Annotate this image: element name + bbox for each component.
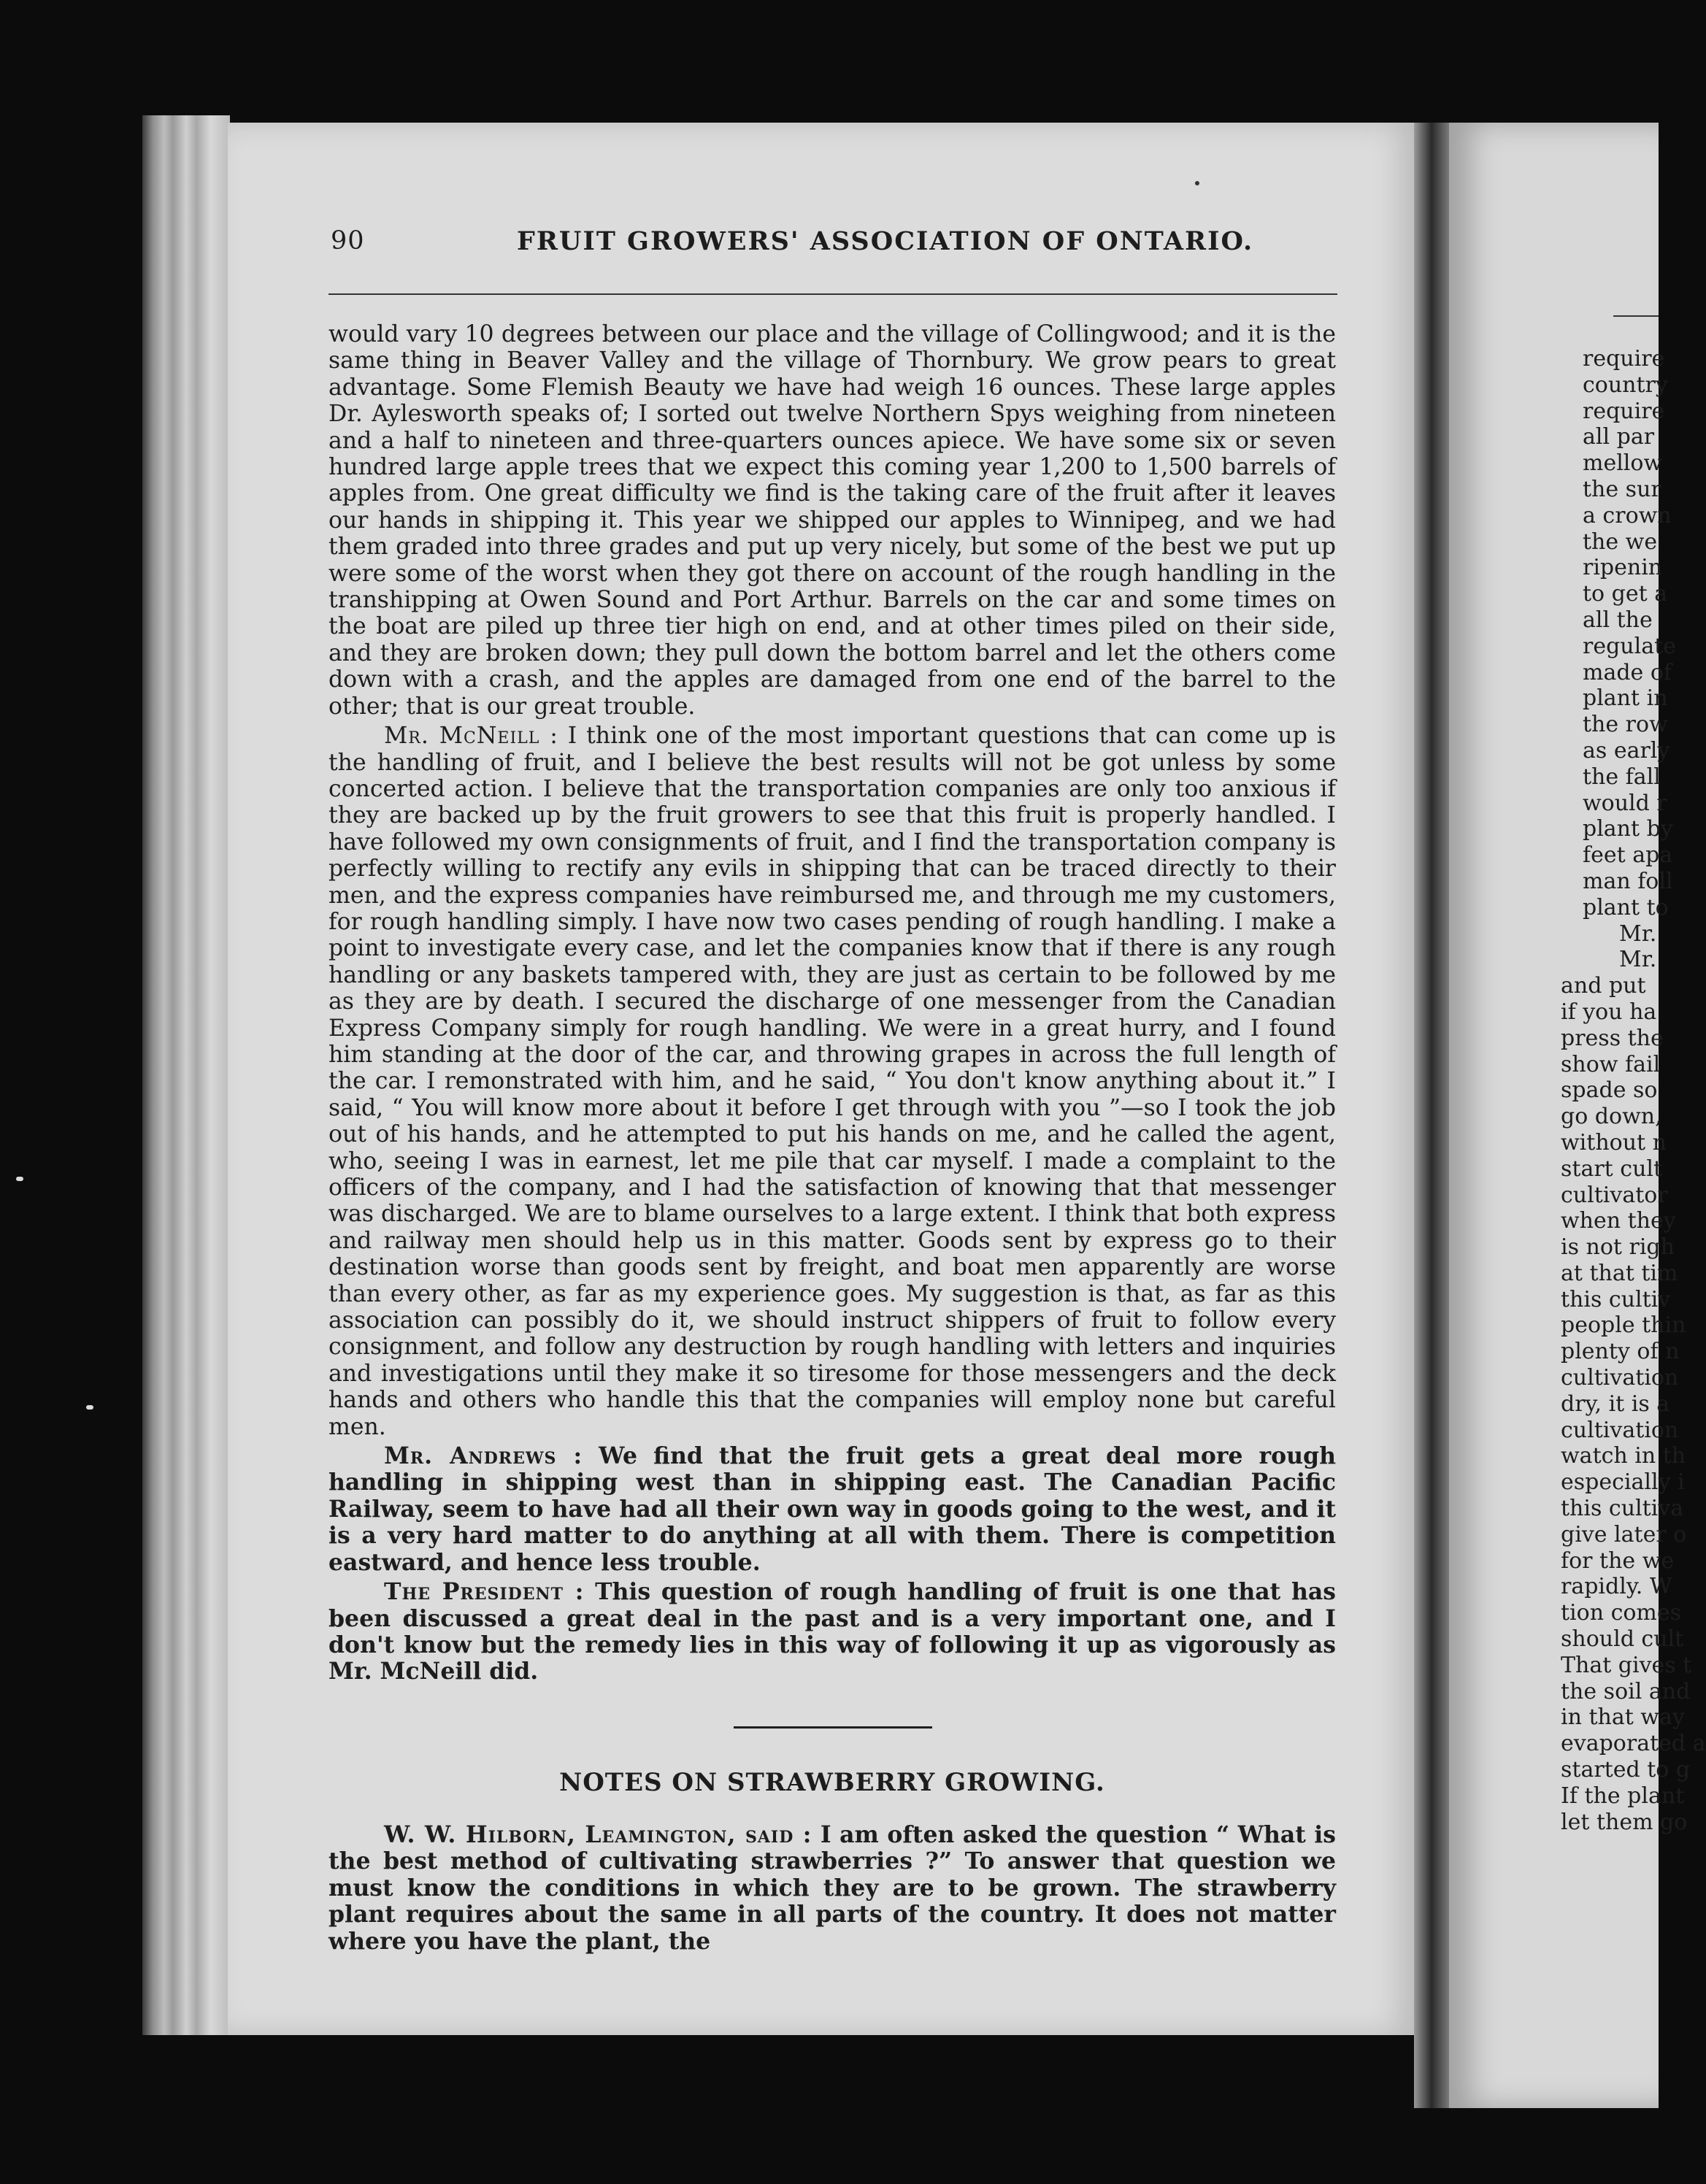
facing-page-line: require	[1583, 346, 1665, 372]
facing-page-line: Mr.	[1619, 920, 1657, 947]
facing-page-line: the sur	[1583, 476, 1661, 502]
facing-page-line: to get a	[1583, 581, 1668, 607]
facing-page-line: as early	[1583, 737, 1670, 764]
facing-page-line: dry, it is a	[1561, 1391, 1670, 1417]
paragraph	[328, 1443, 1336, 1576]
facing-page-line: in that way	[1561, 1704, 1685, 1731]
speaker-name: Mr. Andrews :	[384, 1442, 583, 1470]
facing-page-line: if you ha	[1561, 999, 1657, 1025]
facing-page-line: should cult	[1561, 1626, 1684, 1653]
facing-page-rule	[1613, 315, 1659, 317]
facing-page-line: a crown	[1583, 502, 1672, 528]
section-title: NOTES ON STRAWBERRY GROWING.	[559, 1768, 1105, 1797]
facing-page-line: man foll	[1583, 868, 1673, 894]
facing-page-line: regulate	[1583, 633, 1676, 659]
facing-page-line: rapidly. W	[1561, 1574, 1672, 1600]
facing-page-line: and put	[1561, 973, 1646, 999]
facing-page-line: plant by	[1583, 816, 1673, 842]
facing-page-line: press the	[1561, 1025, 1664, 1051]
paragraph-text: I am often asked the question “ What is the best method of cultivating strawberries ?” To answer that question we must know the conditions in which they are to be grown. The strawberry plant requires about the same in all parts of the country. It does not matter where you have the plant, the	[328, 1821, 1336, 1955]
facing-page-line: all the	[1583, 607, 1653, 633]
paragraph	[328, 1579, 1336, 1685]
facing-page-line: the row	[1583, 712, 1668, 738]
facing-page-line: all par	[1583, 424, 1655, 450]
facing-page-line: cultivation	[1561, 1365, 1679, 1391]
facing-page-line: cultivation	[1561, 1417, 1679, 1443]
facing-page-line: when they	[1561, 1208, 1676, 1234]
section-separator	[734, 1726, 932, 1729]
facing-page-line: is not righ	[1561, 1234, 1675, 1261]
facing-page-line: plant in	[1583, 685, 1668, 712]
paragraph-text: We find that the fruit gets a great deal more rough handling in shipping west than in shipping east. The Canadian Pacific Railway, seem to have had all their own way in goods going to the west, and it is a very hard matter to do anything at all with them. There is competition eastward, and hence less trouble.	[328, 1442, 1336, 1576]
facing-page-line: If the plant	[1561, 1783, 1685, 1809]
paragraph	[328, 723, 1336, 1440]
margin-speck	[16, 1177, 23, 1181]
section-body	[328, 1822, 1336, 1955]
ink-speck	[1195, 181, 1199, 185]
facing-page-line: would r	[1583, 790, 1667, 816]
paragraph-text: I think one of the most important questions that can come up is the handling of fruit, and I believe the best results will not be got unless by some concerted action. I believe that the transportation companies are only too anxious if they are backed up by the fruit growers to see that this fruit is properly handled. I have followed my own consignments of fruit, and I find the transportation company is perfectly willing to rectify any evils in shipping that can be traced directly to their men, and the express companies have reimbursed me, and through me my customers, for rough handling simply. I have now two cases pending of rough handling. I make a point to investigate every case, and let the companies know that if there is any rough handling or any baskets tampered with, they are just as certain to be followed by me as they are by death. I secured the discharge of one messenger from the Canadian Express Company simply for rough handling. We were in a great hurry, and I found him standing at the door of the car, and throwing grapes in across the full length of the car. I remonstrated with him, and he said, “ You don't know anything about it.” I said, “ You will know more about it before I get through with you ”—so I took the job out of his hands, and he attempted to put his hands on me, and he called the agent, who, seeing I was in earnest, let me pile that car myself. I made a complaint to the officers of the company, and I had the satisfaction of knowing that that messenger was discharged. We are to blame ourselves to a large extent. I think that both express and railway men should help us in this matter. Goods sent by express go to their destination worse than goods sent by freight, and boat men apparently are worse than every other, as far as my experience goes. My suggestion is that, as far as this association can possibly do it, we should instruct shippers of fruit to follow every consignment, and follow any destruction by rough handling with letters and inquiries and investigations until they make it so tiresome for those messengers and the deck hands and others who handle this that the companies will employ none but careful men.	[328, 723, 1337, 1440]
speaker-name: W. W. Hilborn, Leamington, said :	[384, 1821, 812, 1848]
facing-page-line: That gives t	[1561, 1652, 1692, 1678]
facing-page-line: for the we	[1561, 1547, 1675, 1574]
facing-page-text	[1561, 346, 1706, 1835]
paragraph	[328, 1822, 1336, 1955]
facing-page-line: cultivator	[1561, 1182, 1668, 1208]
facing-page-line: require	[1583, 398, 1665, 424]
book-gutter	[1414, 123, 1449, 2108]
page-number: 90	[331, 226, 365, 255]
paragraph-text: would vary 10 degrees between our place and the village of Collingwood; and it is the same thing in Beaver Valley and the village of Thornbury. We grow pears to great advantage. Some Flemish Beauty we have had weigh 16 ounces. These large apples Dr. Aylesworth speaks of; I sorted out twelve Northern Spys weighing from nineteen and a half to nineteen and three-quarters ounces apiece. We have some six or seven hundred large apple trees that we expect this coming year 1,200 to 1,500 barrels of apples from. One great difficulty we find is the taking care of the fruit after it leaves our hands in shipping it. This year we shipped our apples to Winnipeg, and we had them graded into three grades and put up very nicely, but some of the best we put up were some of the worst when they got there on account of the rough handling in the transhipping at Owen Sound and Port Arthur. Barrels on the car and some times on the boat are piled up three tier high on end, and at other times piled on their side, and they are broken down; they pull down the bottom barrel and let the others come down with a crash, and the apples are damaged from one end of the barrel to the other; that is our great trouble.	[328, 321, 1336, 720]
facing-page-line: the fall	[1583, 764, 1661, 790]
facing-page-line: ripenin	[1583, 555, 1663, 581]
facing-page-line: let them go	[1561, 1809, 1688, 1835]
facing-page-line: this cultiv	[1561, 1286, 1671, 1312]
facing-page-line: evaporated a	[1561, 1731, 1706, 1757]
paragraph-text: This question of rough handling of fruit is one that has been discussed a great deal in the past and is a very important one, and I don't know but the remedy lies in this way of following it up as vigorously as Mr. McNeill did.	[328, 1578, 1336, 1685]
facing-page-line: this cultiva	[1561, 1496, 1684, 1522]
book-page-edges	[142, 115, 230, 2035]
facing-page-line: at that tim	[1561, 1260, 1678, 1286]
margin-speck	[86, 1405, 93, 1410]
facing-page-line: the soil and	[1561, 1678, 1691, 1704]
facing-page-line: watch in th	[1561, 1443, 1686, 1469]
facing-page-line: plant to	[1583, 894, 1669, 920]
facing-page-line: people thin	[1561, 1312, 1686, 1339]
paragraph	[328, 321, 1336, 720]
speaker-name: The President :	[384, 1578, 585, 1606]
speaker-name: Mr. McNeill :	[384, 723, 558, 750]
facing-page-line: country	[1583, 372, 1668, 398]
facing-page-line: especially i	[1561, 1469, 1685, 1496]
facing-page-line: the we	[1583, 528, 1658, 555]
facing-page-line: spade so	[1561, 1077, 1658, 1104]
facing-page-line: made of	[1583, 659, 1672, 685]
running-head-title: FRUIT GROWERS' ASSOCIATION OF ONTARIO.	[517, 226, 1254, 256]
facing-page-line: start cult	[1561, 1156, 1663, 1182]
facing-page-line: tion comes	[1561, 1600, 1682, 1626]
body-text	[328, 321, 1336, 1685]
facing-page-line: show fail	[1561, 1051, 1661, 1077]
facing-page-line: go down,	[1561, 1104, 1662, 1130]
facing-page-line: give later o	[1561, 1521, 1687, 1547]
header-rule	[328, 293, 1337, 295]
facing-page-line: started to g	[1561, 1757, 1691, 1783]
facing-page-line: feet apa	[1583, 842, 1673, 869]
facing-page-line: plenty of n	[1561, 1339, 1680, 1365]
facing-page-line: mellow	[1583, 450, 1663, 477]
facing-page-line: without n	[1561, 1129, 1667, 1156]
facing-page-line: Mr.	[1619, 947, 1657, 973]
